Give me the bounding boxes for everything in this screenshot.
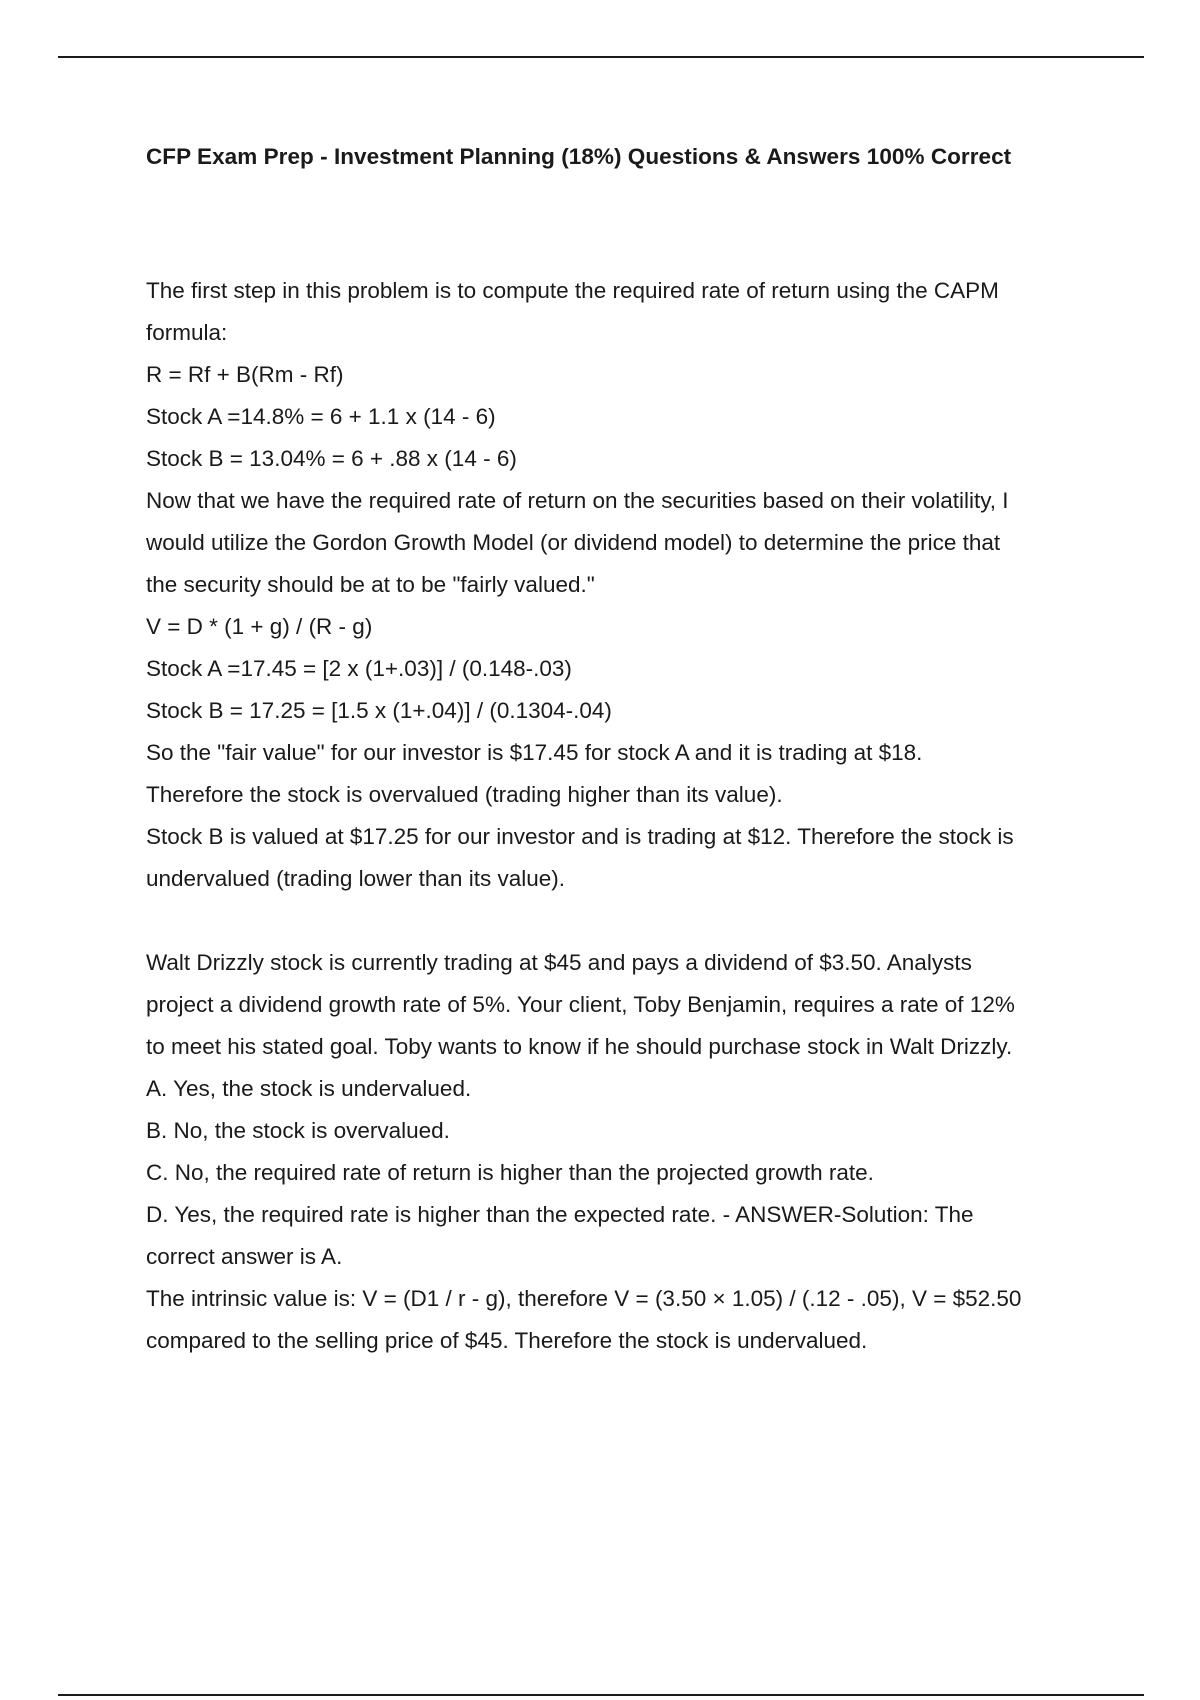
formula-line: Stock B = 17.25 = [1.5 x (1+.04)] / (0.1304-.04) — [146, 698, 612, 723]
answer-option-b: B. No, the stock is overvalued. — [146, 1118, 450, 1143]
answer-option-a: A. Yes, the stock is undervalued. — [146, 1076, 472, 1101]
document-title: CFP Exam Prep - Investment Planning (18%) Questions & Answers 100% Correct — [146, 144, 1012, 169]
formula-line: V = D * (1 + g) / (R - g) — [146, 614, 373, 639]
text-line: undervalued (trading lower than its value). — [146, 866, 565, 891]
text-line: would utilize the Gordon Growth Model (or dividend model) to determine the price that — [146, 530, 1001, 555]
answer-option-d: D. Yes, the required rate is higher than the expected rate. - ANSWER-Solution: The — [146, 1202, 974, 1227]
walt-drizzly-question-section — [146, 942, 1096, 1362]
text-line: Now that we have the required rate of return on the securities based on their volatility, I — [146, 488, 1009, 513]
text-line: the security should be at to be "fairly valued." — [146, 572, 595, 597]
top-rule — [58, 56, 1144, 58]
formula-line: Stock A =14.8% = 6 + 1.1 x (14 - 6) — [146, 404, 496, 429]
text-line: Therefore the stock is overvalued (trading higher than its value). — [146, 782, 783, 807]
formula-line: R = Rf + B(Rm - Rf) — [146, 362, 344, 387]
explanation-line: compared to the selling price of $45. Therefore the stock is undervalued. — [146, 1328, 868, 1353]
question-line: project a dividend growth rate of 5%. Your client, Toby Benjamin, requires a rate of 12% — [146, 992, 1015, 1017]
question-line: Walt Drizzly stock is currently trading at $45 and pays a dividend of $3.50. Analysts — [146, 950, 972, 975]
explanation-line: The intrinsic value is: V = (D1 / r - g), therefore V = (3.50 × 1.05) / (.12 - .05), V = $52.50 — [146, 1286, 1022, 1311]
text-line: So the "fair value" for our investor is $17.45 for stock A and it is trading at $18. — [146, 740, 923, 765]
text-line: The first step in this problem is to compute the required rate of return using the CAPM — [146, 278, 999, 303]
section-spacer — [146, 900, 1096, 942]
capm-solution-section — [146, 270, 1096, 900]
bottom-rule — [58, 1694, 1144, 1696]
answer-option-c: C. No, the required rate of return is higher than the projected growth rate. — [146, 1160, 874, 1185]
formula-line: Stock B = 13.04% = 6 + .88 x (14 - 6) — [146, 446, 517, 471]
text-line: Stock B is valued at $17.25 for our investor and is trading at $12. Therefore the stock is — [146, 824, 1014, 849]
document-body — [146, 270, 1096, 1362]
question-line: to meet his stated goal. Toby wants to know if he should purchase stock in Walt Drizzly. — [146, 1034, 1013, 1059]
answer-line: correct answer is A. — [146, 1244, 343, 1269]
text-line: formula: — [146, 320, 228, 345]
formula-line: Stock A =17.45 = [2 x (1+.03)] / (0.148-.03) — [146, 656, 572, 681]
